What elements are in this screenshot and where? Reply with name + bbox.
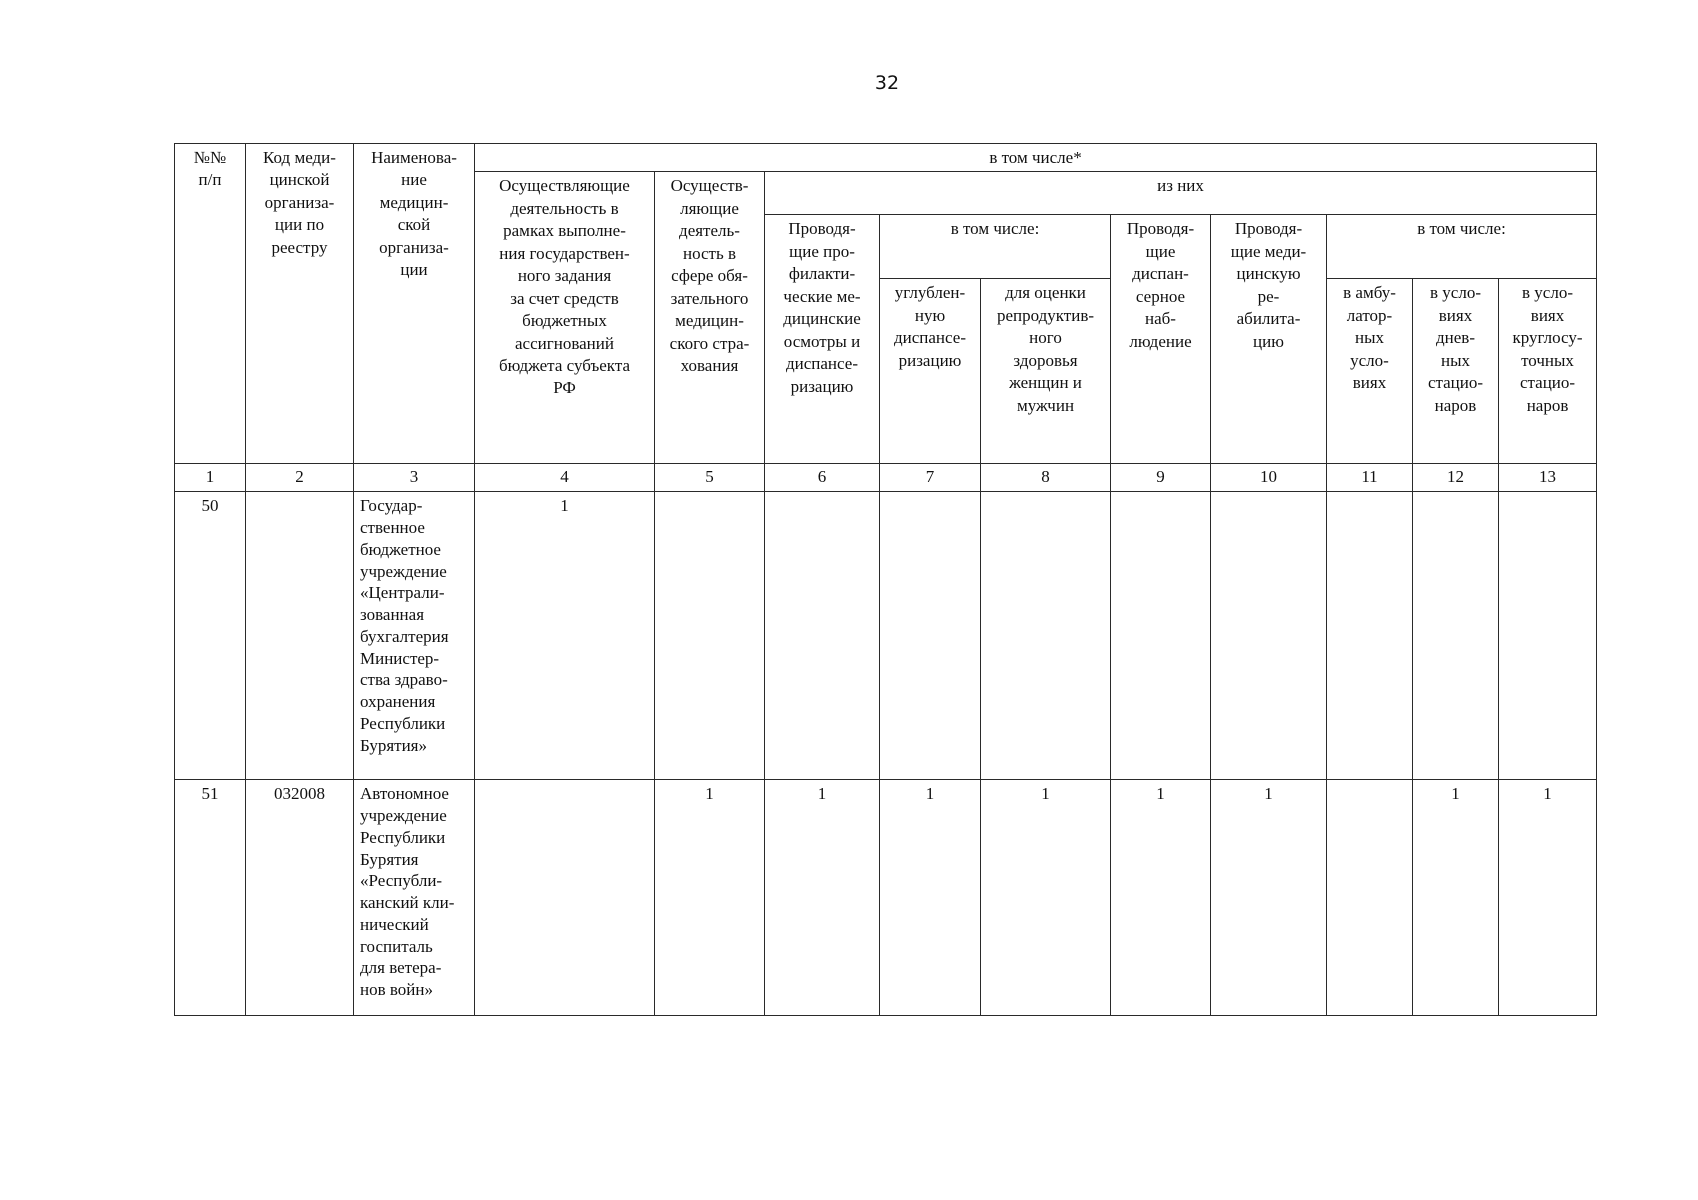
column-number: 8 <box>981 464 1111 492</box>
cell-outpatient <box>1327 492 1413 780</box>
column-number: 13 <box>1499 464 1597 492</box>
column-number: 5 <box>655 464 765 492</box>
org-name: Государ- ственное бюджетное учреждение «Централи- зованная бухгалтерия Министер- ства здраво- охранения Республики Бурятия» <box>354 492 475 780</box>
cell-outpatient <box>1327 780 1413 1016</box>
cell-in-depth-dispensarization <box>880 492 981 780</box>
cell-preventive-exams <box>765 492 880 780</box>
cell-rehabilitation <box>1211 492 1327 780</box>
header-org-name: Наименова- ние медицин- ской организа- ции <box>354 144 475 464</box>
column-number: 12 <box>1413 464 1499 492</box>
header-rehabilitation: Проводя- щие меди- цинскую ре- абилита- цию <box>1211 215 1327 464</box>
table-row <box>175 780 1597 1016</box>
header-state-assignment: Осуществляющие деятельность в рамках выполне- ния государствен- ного задания за счет средств бюджетных ассигнований бюджета субъекта РФ <box>475 172 655 464</box>
cell-day-hospital: 1 <box>1413 780 1499 1016</box>
row-number: 51 <box>175 780 246 1016</box>
cell-preventive-exams: 1 <box>765 780 880 1016</box>
column-number: 6 <box>765 464 880 492</box>
page-number: 32 <box>874 72 900 94</box>
header-group-including-1: в том числе: <box>880 215 1111 279</box>
header-org-code: Код меди- цинской организа- ции по реестру <box>246 144 354 464</box>
cell-reproductive-health <box>981 492 1111 780</box>
cell-dispensary-observation <box>1111 492 1211 780</box>
row-number: 50 <box>175 492 246 780</box>
header-oms: Осуществ- ляющие деятель- ность в сфере обя- зательного медицин- ского стра- хования <box>655 172 765 464</box>
org-code: 032008 <box>246 780 354 1016</box>
column-number: 4 <box>475 464 655 492</box>
header-day-hospital: в усло- виях днев- ных стацио- наров <box>1413 279 1499 464</box>
org-code <box>246 492 354 780</box>
header-outpatient: в амбу- латор- ных усло- виях <box>1327 279 1413 464</box>
organizations-table <box>174 143 1597 1016</box>
header-round-the-clock-hospital: в усло- виях круглосу- точных стацио- наров <box>1499 279 1597 464</box>
column-number: 10 <box>1211 464 1327 492</box>
cell-dispensary-observation: 1 <box>1111 780 1211 1016</box>
cell-rehabilitation: 1 <box>1211 780 1327 1016</box>
column-number: 2 <box>246 464 354 492</box>
cell-state-assignment: 1 <box>475 492 655 780</box>
cell-round-the-clock-hospital: 1 <box>1499 780 1597 1016</box>
header-row-number: №№ п/п <box>175 144 246 464</box>
column-number: 7 <box>880 464 981 492</box>
cell-state-assignment <box>475 780 655 1016</box>
cell-oms <box>655 492 765 780</box>
org-name: Автономное учреждение Республики Бурятия «Республи- канский кли- нический госпиталь для ветера- нов войн» <box>354 780 475 1016</box>
header-in-depth-dispensarization: углублен- ную диспансе- ризацию <box>880 279 981 464</box>
header-group-of-them: из них <box>765 172 1597 215</box>
header-dispensary-observation: Проводя- щие диспан- серное наб- людение <box>1111 215 1211 464</box>
cell-reproductive-health: 1 <box>981 780 1111 1016</box>
header-preventive-exams: Проводя- щие про- филакти- ческие ме- дицинские осмотры и диспансе- ризацию <box>765 215 880 464</box>
column-number: 1 <box>175 464 246 492</box>
column-number: 11 <box>1327 464 1413 492</box>
table-row <box>175 492 1597 780</box>
cell-in-depth-dispensarization: 1 <box>880 780 981 1016</box>
column-number: 9 <box>1111 464 1211 492</box>
cell-day-hospital <box>1413 492 1499 780</box>
cell-oms: 1 <box>655 780 765 1016</box>
header-group-including-2: в том числе: <box>1327 215 1597 279</box>
header-reproductive-health: для оценки репродуктив- ного здоровья женщин и мужчин <box>981 279 1111 464</box>
cell-round-the-clock-hospital <box>1499 492 1597 780</box>
header-group-including: в том числе* <box>475 144 1597 172</box>
column-number: 3 <box>354 464 475 492</box>
